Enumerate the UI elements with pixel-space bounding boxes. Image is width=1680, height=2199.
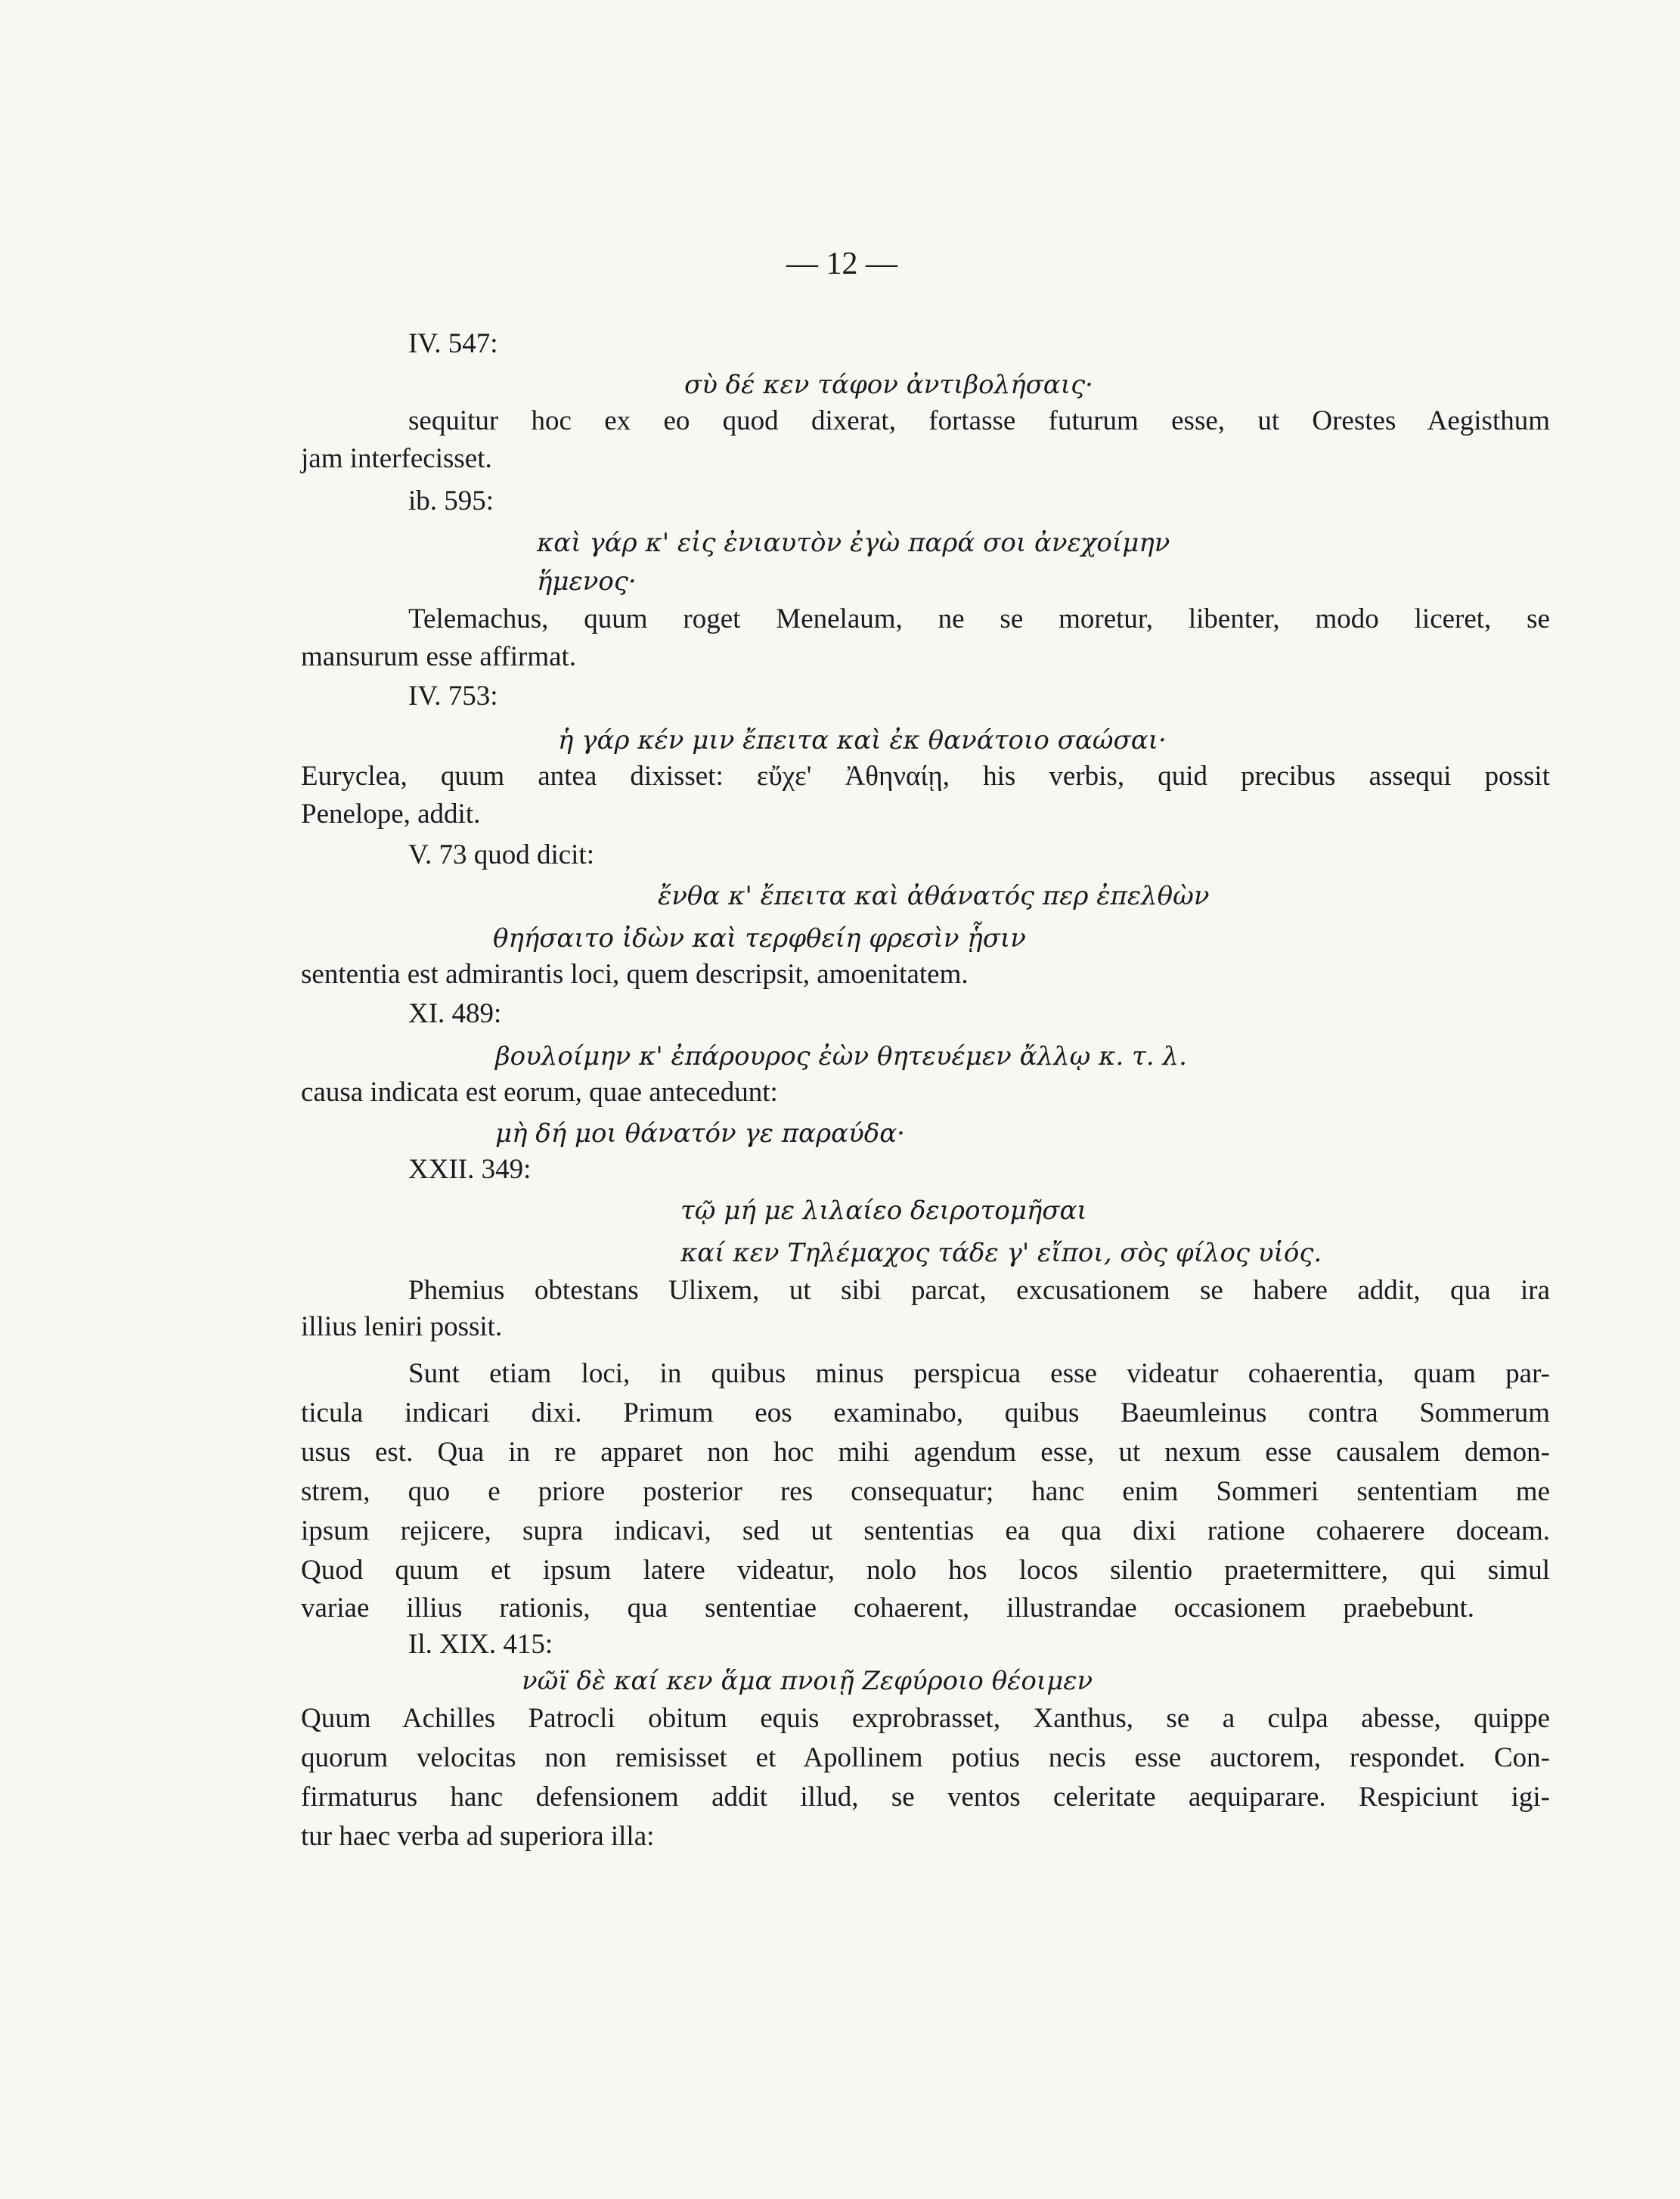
text-line: Sunt etiam loci, in quibus minus perspicua esse videatur cohaerentia, quam par- <box>408 1358 1550 1389</box>
greek-quotation: καί κεν Τηλέμαχος τάδε γ' εἴποι, σὸς φίλος υἱός. <box>680 1238 1322 1268</box>
text-line: Euryclea, quum antea dixisset: εὔχε' Ἀθηναίῃ, his verbis, quid precibus assequi possit <box>301 761 1550 792</box>
greek-quotation: ἥμενος· <box>537 566 637 597</box>
text-line: Quum Achilles Patrocli obitum equis exprobrasset, Xanthus, se a culpa abesse, quippe <box>301 1703 1550 1734</box>
greek-quotation: θηήσαιτο ἰδὼν καὶ τερφθείη φρεσὶν ᾗσιν <box>493 923 1026 954</box>
text-line: variae illius rationis, qua sententiae cohaerent, illustrandae occasionem praebebunt. <box>301 1593 1474 1624</box>
text-line: strem, quo e priore posterior res consequatur; hanc enim Sommeri sententiam me <box>301 1476 1550 1507</box>
greek-quotation: ἡ γάρ κέν μιν ἔπειτα καὶ ἐκ θανάτοιο σαώσαι· <box>558 725 1167 755</box>
text-line: Telemachus, quum roget Menelaum, ne se moretur, libenter, modo liceret, se <box>408 603 1550 634</box>
page-number: — 12 — <box>786 247 897 281</box>
greek-quotation: καὶ γάρ κ' εἰς ἐνιαυτὸν ἐγὼ παρά σοι ἀνεχοίμην <box>537 528 1170 558</box>
text-line: quorum velocitas non remisisset et Apollinem potius necis esse auctorem, respondet. Con- <box>301 1742 1550 1773</box>
verse-reference: V. 73 quod dicit: <box>408 839 594 870</box>
greek-quotation: ἔνθα κ' ἔπειτα καὶ ἀθάνατός περ ἐπελθὼν <box>658 881 1210 911</box>
verse-reference: XXII. 349: <box>408 1154 532 1185</box>
text-line: tur haec verba ad superiora illa: <box>301 1821 655 1852</box>
text-line: jam interfecisset. <box>301 443 492 474</box>
verse-reference: IV. 547: <box>408 328 498 359</box>
text-line: usus est. Qua in re apparet non hoc mihi agendum esse, ut nexum esse causalem demon- <box>301 1437 1550 1468</box>
greek-quotation: νῶϊ δὲ καί κεν ἅμα πνοιῇ Ζεφύροιο θέοιμεν <box>522 1666 1093 1696</box>
text-line: Phemius obtestans Ulixem, ut sibi parcat, excusationem se habere addit, qua ira <box>408 1275 1550 1306</box>
verse-reference: XI. 489: <box>408 998 502 1029</box>
text-line: causa indicata est eorum, quae antecedunt: <box>301 1077 778 1108</box>
verse-reference: Il. XIX. 415: <box>408 1629 553 1660</box>
text-line: sententia est admirantis loci, quem descripsit, amoenitatem. <box>301 959 969 990</box>
greek-quotation: σὺ δέ κεν τάφον ἀντιβολήσαις· <box>684 370 1093 400</box>
text-line: Penelope, addit. <box>301 799 481 830</box>
greek-quotation: βουλοίμην κ' ἐπάρουρος ἐὼν θητευέμεν ἄλλῳ κ. τ. λ. <box>495 1041 1187 1072</box>
greek-quotation: μὴ δή μοι θάνατόν γε παραύδα· <box>495 1118 905 1149</box>
text-line: firmaturus hanc defensionem addit illud, se ventos celeritate aequiparare. Respiciunt igi- <box>301 1782 1550 1813</box>
text-line: Quod quum et ipsum latere videatur, nolo hos locos silentio praetermittere, qui simul <box>301 1555 1550 1586</box>
verse-reference: ib. 595: <box>408 485 494 516</box>
verse-reference: IV. 753: <box>408 681 498 712</box>
text-line: ipsum rejicere, supra indicavi, sed ut sententias ea qua dixi ratione cohaerere doceam. <box>301 1515 1550 1546</box>
text-line: sequitur hoc ex eo quod dixerat, fortasse futurum esse, ut Orestes Aegisthum <box>408 405 1550 436</box>
text-line: illius leniri possit. <box>301 1311 503 1342</box>
text-line: ticula indicari dixi. Primum eos examinabo, quibus Baeumleinus contra Sommerum <box>301 1397 1550 1428</box>
greek-quotation: τῷ μή με λιλαίεο δειροτομῆσαι <box>680 1196 1087 1226</box>
text-line: mansurum esse affirmat. <box>301 641 577 672</box>
